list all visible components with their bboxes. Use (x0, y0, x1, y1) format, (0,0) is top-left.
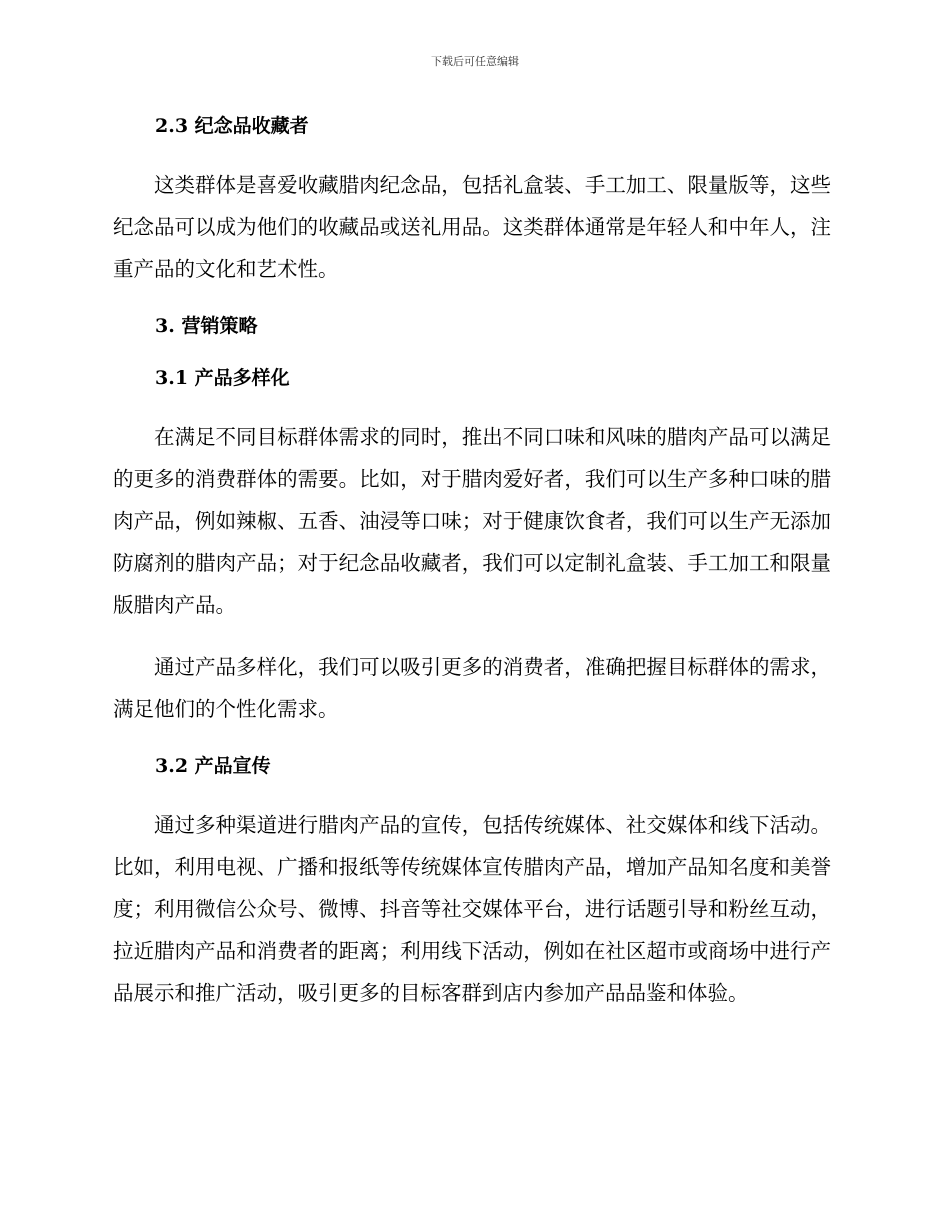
section-heading-3-2: 3.2 产品宣传 (155, 755, 271, 777)
header-note: 下载后可任意编辑 (431, 55, 519, 68)
section-paragraph-2-3: 这类群体是喜爱收藏腊肉纪念品，包括礼盒装、手工加工、限量版等，这些纪念品可以成为他们的收藏品或送礼用品。这类群体通常是年轻人和中年人，注重产品的文化和艺术性。 (113, 173, 831, 281)
section-paragraph-3-1-b: 通过产品多样化，我们可以吸引更多的消费者，准确把握目标群体的需求，满足他们的个性化需求。 (113, 655, 831, 721)
section-paragraph-3-2: 通过多种渠道进行腊肉产品的宣传，包括传统媒体、社交媒体和线下活动。比如，利用电视、广播和报纸等传统媒体宣传腊肉产品，增加产品知名度和美誉度；利用微信公众号、微博、抖音等社交媒体平台，进行话题引导和粉丝互动，拉近腊肉产品和消费者的距离；利用线下活动，例如在社区超市或商场中进行产品展示和推广活动，吸引更多的目标客群到店内参加产品品鉴和体验。 (113, 813, 831, 1005)
section-heading-3-1: 3.1 产品多样化 (155, 367, 290, 389)
section-heading-3: 3. 营销策略 (155, 315, 258, 337)
section-paragraph-3-1-a: 在满足不同目标群体需求的同时，推出不同口味和风味的腊肉产品可以满足的更多的消费群体的需要。比如，对于腊肉爱好者，我们可以生产多种口味的腊肉产品，例如辣椒、五香、油浸等口味；对于健康饮食者，我们可以生产无添加防腐剂的腊肉产品；对于纪念品收藏者，我们可以定制礼盒装、手工加工和限量版腊肉产品。 (113, 425, 831, 617)
document-body (113, 110, 831, 1014)
section-heading-2-3: 2.3 纪念品收藏者 (155, 115, 309, 137)
